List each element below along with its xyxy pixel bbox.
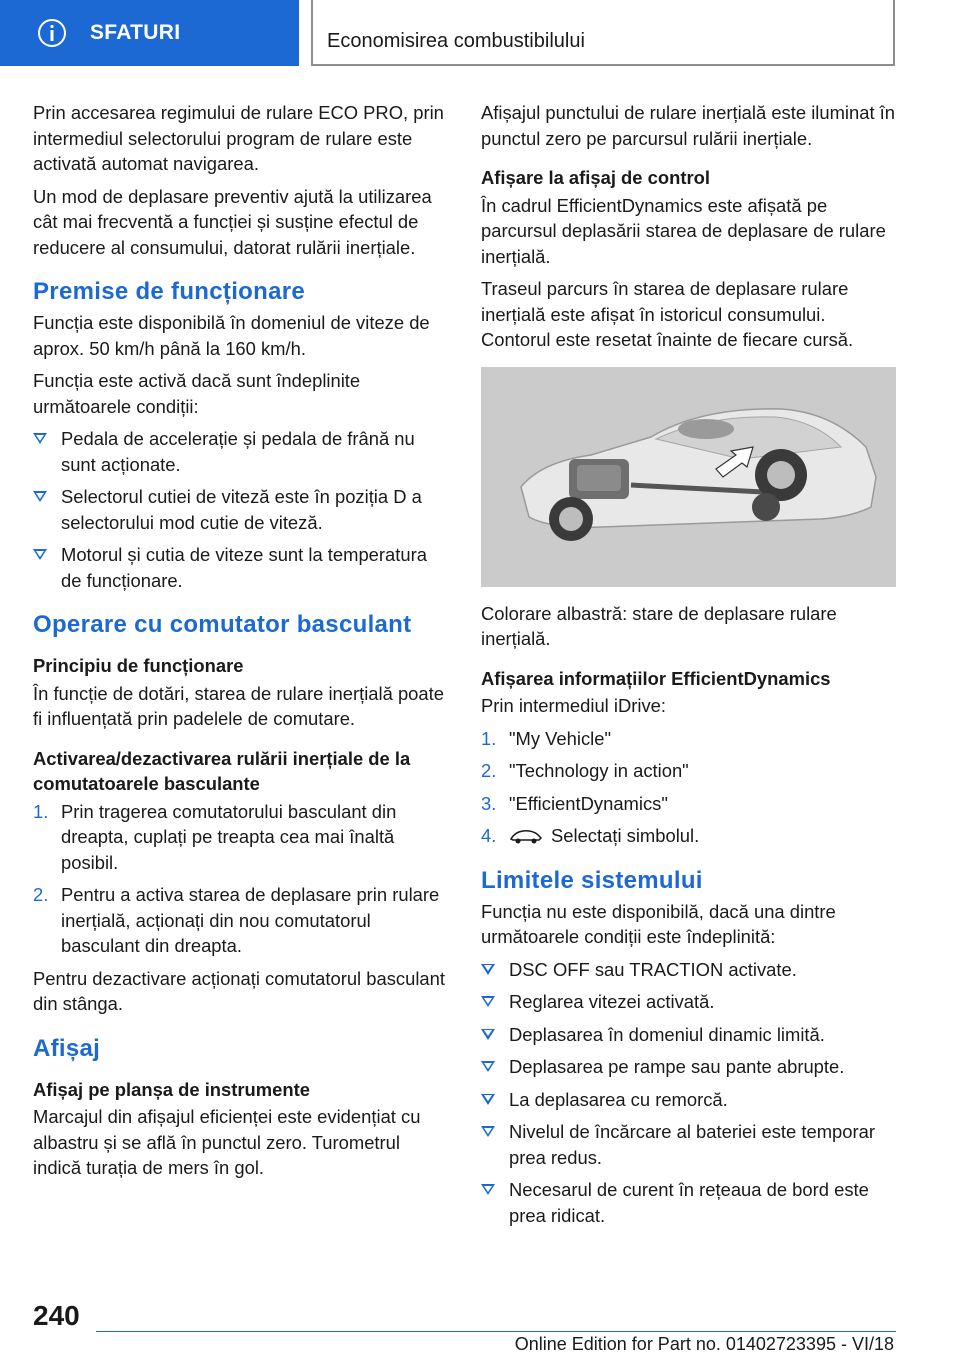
bullet-triangle-icon — [481, 1029, 495, 1040]
conditions-list — [33, 426, 448, 593]
paragraph: Marcajul din afișajul eficienței este evidențiat cu albastru și se află în punctul zero. Turometrul indică turația de mers în gol. — [33, 1106, 421, 1178]
list-item: DSC OFF sau TRACTION activate. — [481, 957, 896, 983]
chapter-header — [311, 0, 895, 66]
bullet-triangle-icon — [33, 491, 47, 502]
subheading-principiu: Principiu de funcționare — [33, 655, 244, 676]
limits-list — [481, 957, 896, 1229]
step-number: 3. — [481, 792, 497, 814]
page-header — [0, 0, 960, 66]
figure-caption: Colorare albastră: stare de deplasare rulare inerțială. — [481, 602, 837, 649]
list-item: Pedala de accelerație și pedala de frână nu sunt acționate. — [33, 426, 448, 477]
steps-list — [33, 799, 448, 959]
bullet-triangle-icon — [481, 1061, 495, 1072]
list-item: 1. "My Vehicle" — [481, 726, 896, 752]
paragraph: Funcția nu este disponibilă, dacă una dintre următoarele condiții este îndeplinită: — [481, 900, 836, 947]
subheading-control: Afișare la afișaj de control — [481, 167, 710, 188]
section-tab-label: SFATURI — [90, 21, 181, 44]
paragraph: Pentru dezactivare acționați comutatorul basculant din stânga. — [33, 967, 445, 1014]
paragraph: Afișajul punctului de rulare inerțială este iluminat în punctul zero pe parcursul rulării inerțiale. — [481, 102, 896, 149]
subheading-activare: Activarea/dezactivarea rulării inerțiale de la comutatoarele basculante — [33, 747, 411, 794]
list-item: Nivelul de încărcare al bateriei este temporar prea redus. — [481, 1119, 896, 1170]
left-column — [33, 100, 448, 1188]
car-illustration — [481, 367, 896, 587]
list-item: Necesarul de curent în rețeaua de bord este prea ridicat. — [481, 1177, 896, 1228]
paragraph: Traseul parcurs în starea de deplasare rulare inerțială este afișat în istoricul consumului. Contorul este resetat înainte de fiecare cursă. — [481, 278, 854, 350]
bullet-triangle-icon — [33, 433, 47, 444]
paragraph: Funcția este disponibilă în domeniul de viteze de aprox. 50 km/h până la 160 km/h. — [33, 312, 430, 359]
list-item: Deplasarea pe rampe sau pante abrupte. — [481, 1054, 896, 1080]
paragraph: În funcție de dotări, starea de rulare inerțială poate fi influențată prin padelele de comutare. — [33, 682, 444, 729]
subheading-planse: Afișaj pe planșa de instrumente — [33, 1078, 310, 1100]
bullet-triangle-icon — [481, 1126, 495, 1137]
edition-note: Online Edition for Part no. 01402723395 - VI/18 — [514, 1334, 894, 1354]
bullet-triangle-icon — [33, 549, 47, 560]
step-number: 4. — [481, 825, 497, 846]
chapter-title: Economisirea combustibilului — [327, 30, 585, 52]
list-item: 3. "EfficientDynamics" — [481, 791, 896, 817]
section-heading-premise: Premise de funcționare — [33, 278, 306, 305]
step-number: 2. — [481, 760, 497, 781]
car-symbol-icon — [509, 827, 543, 845]
section-heading-operare: Operare cu comutator basculant — [33, 611, 412, 638]
menu-steps-list — [481, 726, 896, 849]
bullet-triangle-icon — [481, 964, 495, 975]
footer-divider — [96, 1331, 896, 1332]
list-item: 4. Selectați simbolul. — [481, 823, 896, 849]
car-drivetrain-icon — [481, 367, 896, 587]
paragraph: Prin accesarea regimului de rulare ECO PRO, prin intermediul selectorului program de rulare este activată automat navigarea. — [33, 102, 444, 174]
section-tab — [0, 0, 299, 66]
section-heading-limite: Limitele sistemului — [481, 866, 703, 894]
paragraph: Funcția este activă dacă sunt îndeplinite următoarele condiții: — [33, 370, 361, 417]
step-number: 1. — [481, 727, 497, 749]
bullet-triangle-icon — [481, 1184, 495, 1195]
subheading-info: Afișarea informațiilor EfficientDynamics — [481, 667, 831, 689]
page-number: 240 — [33, 1300, 80, 1331]
list-item: 1. Prin tragerea comutatorului basculant din dreapta, cuplați pe treapta cea mai înaltă posibil. — [33, 800, 397, 873]
step-number: 2. — [33, 884, 49, 905]
paragraph: În cadrul EfficientDynamics este afișată pe parcursul deplasării starea de deplasare de rulare inerțială. — [481, 194, 886, 267]
paragraph: Prin intermediul iDrive: — [481, 695, 666, 716]
list-item: Deplasarea în domeniul dinamic limită. — [481, 1022, 896, 1048]
right-column — [481, 100, 896, 1235]
info-icon — [38, 19, 66, 47]
list-item: Selectorul cutiei de viteză este în poziția D a selectorului mod cutie de viteză. — [33, 484, 448, 535]
list-item: Reglarea vitezei activată. — [481, 989, 896, 1015]
list-item: Motorul și cutia de viteze sunt la temperatura de funcționare. — [33, 542, 448, 593]
list-item: 2. Pentru a activa starea de deplasare prin rulare inerțială, acționați din nou comutatorul basculant din dreapta. — [33, 884, 440, 956]
paragraph: Un mod de deplasare preventiv ajută la utilizarea cât mai frecventă a funcției și susține efectul de reducere al consumului, datorat rulării inerțiale. — [33, 185, 432, 258]
list-item: La deplasarea cu remorcă. — [481, 1087, 896, 1113]
section-heading-afisaj: Afișaj — [33, 1034, 101, 1062]
list-item: 2. "Technology in action" — [481, 758, 896, 784]
bullet-triangle-icon — [481, 1094, 495, 1105]
bullet-triangle-icon — [481, 996, 495, 1007]
step-number: 1. — [33, 800, 49, 822]
